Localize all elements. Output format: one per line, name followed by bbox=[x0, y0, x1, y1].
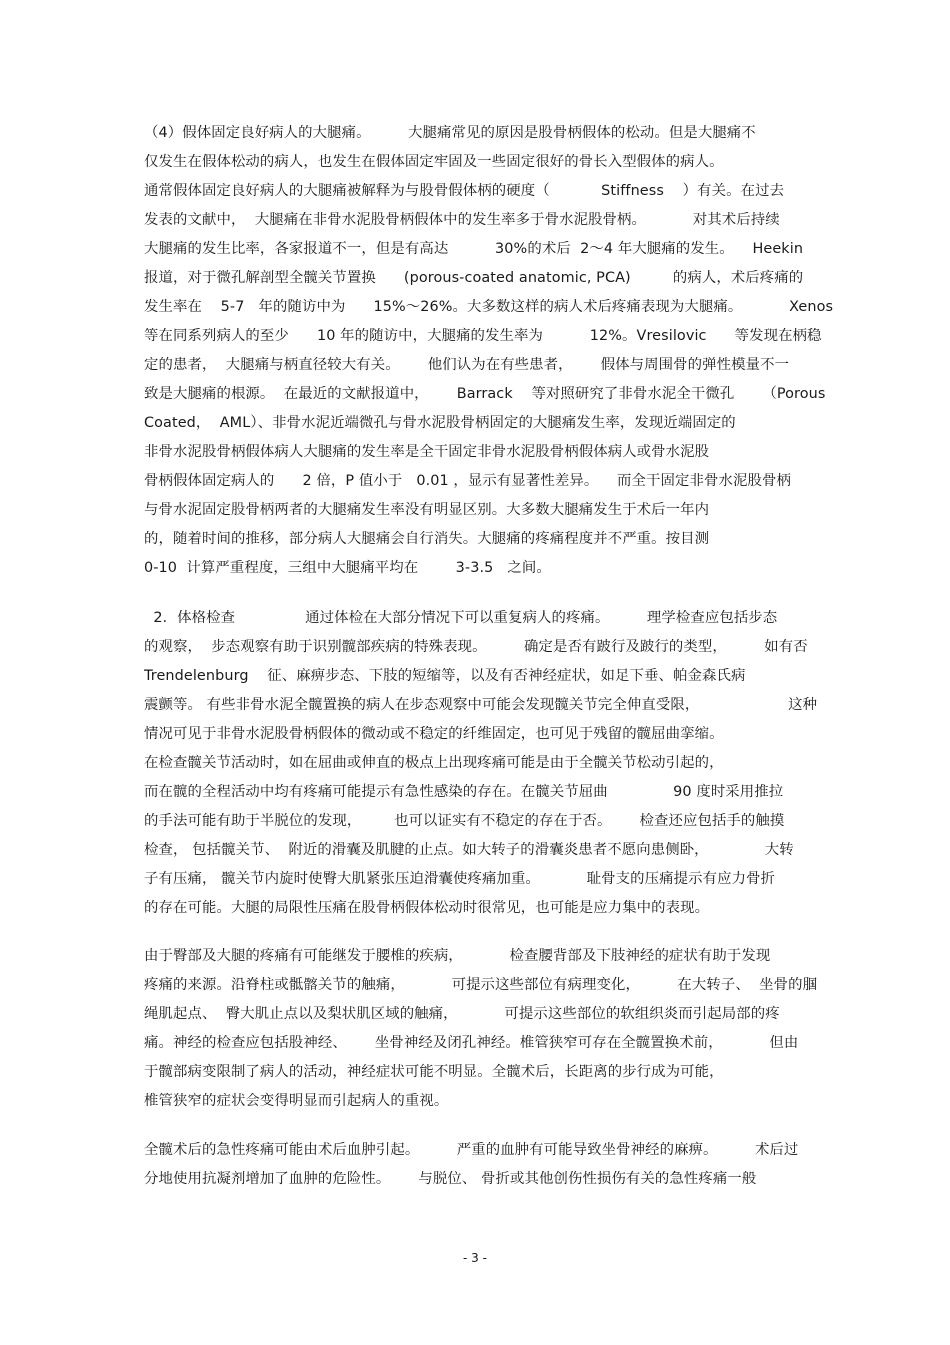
text-line: 与骨水泥固定股骨柄两者的大腿痛发生率没有明显区别。大多数大腿痛发生于术后一年内 bbox=[144, 502, 710, 518]
text-line: 全髋术后的急性疼痛可能由术后血肿引起。 严重的血肿有可能导致坐骨神经的麻痹。 术后过 bbox=[144, 1142, 799, 1158]
text-line: Coated， AML）、非骨水泥近端微孔与骨水泥股骨柄固定的大腿痛发生率，发现近端固定的 bbox=[144, 415, 736, 431]
text-line: 非骨水泥股骨柄假体病人大腿痛的发生率是全干固定非骨水泥股骨柄假体病人或骨水泥股 bbox=[144, 444, 710, 460]
text-line: （4）假体固定良好病人的大腿痛。 大腿痛常见的原因是股骨柄假体的松动。但是大腿痛不 bbox=[144, 125, 756, 141]
text-line: 震颤等。 有些非骨水泥全髋置换的病人在步态观察中可能会发现髋关节完全伸直受限， 这种 bbox=[144, 697, 818, 713]
text-line: Trendelenburg 征、麻痹步态、下肢的短缩等，以及有否神经症状，如足下垂、帕金森氏病 bbox=[144, 668, 746, 684]
text-line: 定的患者， 大腿痛与柄直径较大有关。 他们认为在有些患者， 假体与周围骨的弹性模量不一 bbox=[144, 357, 790, 373]
text-line: 等在同系列病人的至少 10 年的随访中，大腿痛的发生率为 12%。Vresilovic 等发现在柄稳 bbox=[144, 328, 822, 344]
text-line: 骨柄假体固定病人的 2 倍，P 值小于 0.01 ，显示有显著性差异。 而全干固定非骨水泥股骨柄 bbox=[144, 473, 791, 489]
text-line: 的，随着时间的推移，部分病人大腿痛会自行消失。大腿痛的疼痛程度并不严重。按目测 bbox=[144, 531, 710, 547]
text-line: 子有压痛， 髋关节内旋时使臀大肌紧张压迫滑囊使疼痛加重。 耻骨支的压痛提示有应力骨折 bbox=[144, 871, 776, 887]
text-line: 痛。神经的检查应包括股神经、 坐骨神经及闭孔神经。椎管狭窄可存在全髋置换术前， 但由 bbox=[144, 1035, 799, 1051]
text-line: 情况可见于非骨水泥股骨柄假体的微动或不稳定的纤维固定，也可见于残留的髋屈曲挛缩。 bbox=[144, 726, 724, 742]
text-line: 检查， 包括髋关节、 附近的滑囊及肌腱的止点。如大转子的滑囊炎患者不愿向患侧卧， 大转 bbox=[144, 842, 794, 858]
text-line: 椎管狭窄的症状会变得明显而引起病人的重视。 bbox=[144, 1093, 449, 1109]
section-heading-line: 2．体格检查 通过体检在大部分情况下可以重复病人的疼痛。 理学检查应包括步态 bbox=[144, 610, 778, 626]
text-line: 大腿痛的发生比率，各家报道不一，但是有高达 30%的术后 2～4 年大腿痛的发生。 Heekin bbox=[144, 241, 804, 257]
text-line: 而在髋的全程活动中均有疼痛可能提示有急性感染的存在。在髋关节屈曲 90 度时采用推拉 bbox=[144, 784, 784, 800]
text-line: 在检查髋关节活动时，如在屈曲或伸直的极点上出现疼痛可能是由于全髋关节松动引起的， bbox=[144, 755, 724, 771]
text-line: 发生率在 5-7 年的随访中为 15%～26%。大多数这样的病人术后疼痛表现为大腿痛。 Xenos bbox=[144, 299, 834, 315]
text-line: 仅发生在假体松动的病人，也发生在假体固定牢固及一些固定很好的骨长入型假体的病人。 bbox=[144, 154, 724, 170]
text-line: 由于臀部及大腿的疼痛有可能继发于腰椎的疾病， 检查腰背部及下肢神经的症状有助于发现 bbox=[144, 948, 771, 964]
text-line: 的存在可能。大腿的局限性压痛在股骨柄假体松动时很常见，也可能是应力集中的表现。 bbox=[144, 900, 710, 916]
text-line: 致是大腿痛的根源。 在最近的文献报道中， Barrack 等对照研究了非骨水泥全干微孔 （Porous bbox=[144, 386, 826, 402]
text-line: 的手法可能有助于半脱位的发现， 也可以证实有不稳定的存在于否。 检查还应包括手的触摸 bbox=[144, 813, 785, 829]
page-number: - 3 - bbox=[463, 1251, 487, 1265]
text-line: 分地使用抗凝剂增加了血肿的危险性。 与脱位、 骨折或其他创伤性损伤有关的急性疼痛一般 bbox=[144, 1171, 757, 1187]
text-line: 报道，对于微孔解剖型全髋关节置换 (porous-coated anatomic, PCA) 的病人，术后疼痛的 bbox=[144, 270, 804, 286]
text-line: 通常假体固定良好病人的大腿痛被解释为与股骨假体柄的硬度（ Stiffness ）有关。在过去 bbox=[144, 183, 785, 199]
text-line: 0-10 计算严重程度，三组中大腿痛平均在 3-3.5 之间。 bbox=[144, 560, 551, 576]
text-line: 发表的文献中， 大腿痛在非骨水泥股骨柄假体中的发生率多于骨水泥股骨柄。 对其术后持续 bbox=[144, 212, 780, 228]
text-line: 绳肌起点、 臀大肌止点以及梨状肌区域的触痛， 可提示这些部位的软组织炎而引起局部的疼 bbox=[144, 1006, 780, 1022]
text-line: 于髋部病变限制了病人的活动，神经症状可能不明显。全髋术后，长距离的步行成为可能， bbox=[144, 1064, 724, 1080]
text-line: 疼痛的来源。沿脊柱或骶髂关节的触痛， 可提示这些部位有病理变化， 在大转子、 坐骨的腘 bbox=[144, 977, 818, 993]
text-line: 的观察， 步态观察有助于识别髋部疾病的特殊表现。 确定是否有跛行及跛行的类型， 如有否 bbox=[144, 639, 808, 655]
